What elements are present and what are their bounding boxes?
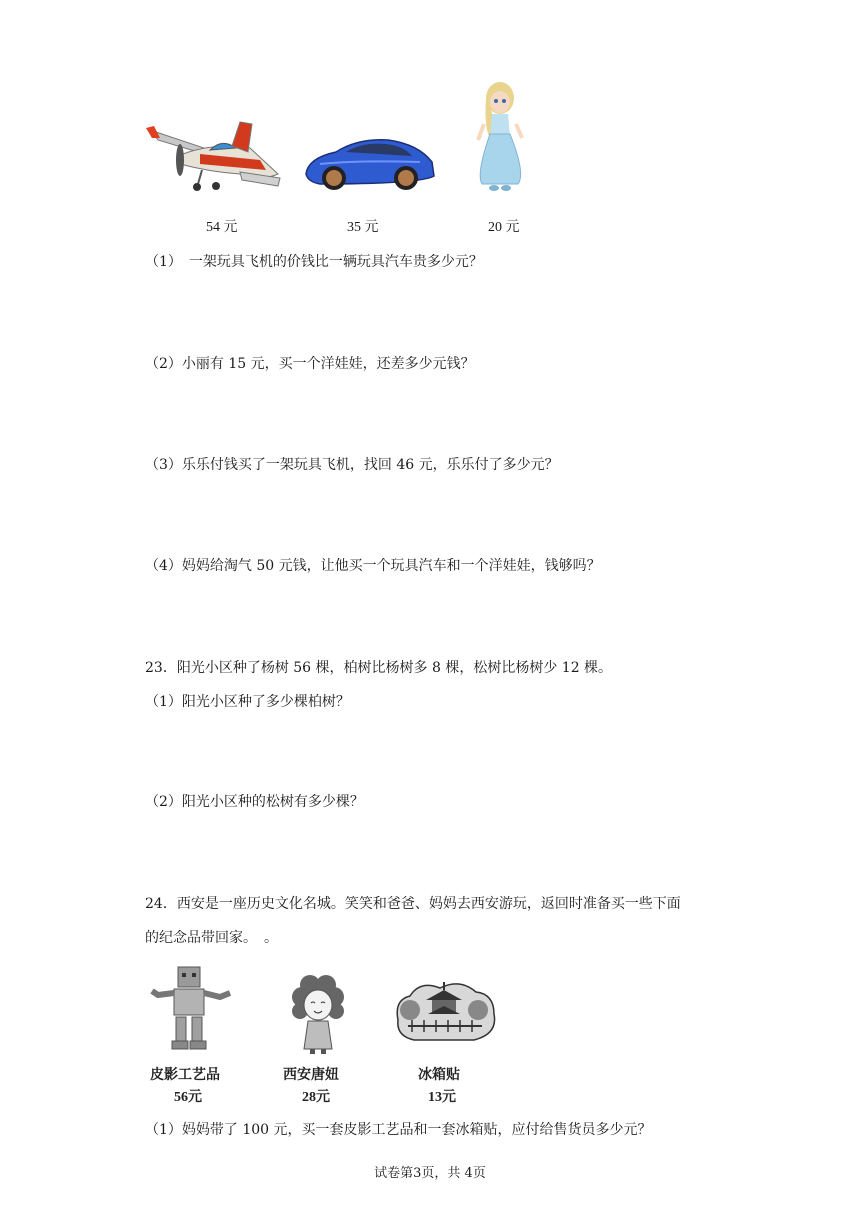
q23-sub2: （2）阳光小区种的松树有多少棵？ xyxy=(145,794,364,810)
car-price: 35 元 xyxy=(347,220,379,235)
doll-icon xyxy=(470,78,530,198)
souvenir-2-name: 西安唐妞 xyxy=(283,1067,339,1083)
q22-sub1: （1） 一架玩具飞机的价钱比一辆玩具汽车贵多少元？ xyxy=(145,254,483,270)
pagoda-magnet-icon xyxy=(390,970,500,1050)
page-footer: 试卷第3页，共 4页 xyxy=(374,1166,486,1181)
q23-sub1: （1）阳光小区种了多少棵柏树？ xyxy=(145,694,350,710)
souvenir-1-price: 56元 xyxy=(174,1090,202,1105)
curly-hair-girl-icon xyxy=(288,975,348,1055)
souvenir-3-price: 13元 xyxy=(428,1090,456,1105)
toy-airplane-icon xyxy=(140,112,285,197)
souvenir-2-price: 28元 xyxy=(302,1090,330,1105)
airplane-price: 54 元 xyxy=(206,220,238,235)
robot-figure-icon xyxy=(148,965,236,1055)
q24-stem-line1: 24．西安是一座历史文化名城。笑笑和爸爸、妈妈去西安游玩，返回时准备买一些下面 xyxy=(145,896,681,912)
souvenir-1-name: 皮影工艺品 xyxy=(150,1067,220,1083)
souvenir-3-name: 冰箱贴 xyxy=(418,1067,460,1083)
doll-price: 20 元 xyxy=(488,220,520,235)
q23-stem: 23．阳光小区种了杨树 56 棵，柏树比杨树多 8 棵，松树比杨树少 12 棵。 xyxy=(145,660,613,676)
q24-sub1: （1）妈妈带了 100 元，买一套皮影工艺品和一套冰箱贴，应付给售货员多少元？ xyxy=(145,1122,652,1138)
q22-sub2: （2）小丽有 15 元，买一个洋娃娃，还差多少元钱？ xyxy=(145,356,475,372)
q22-sub3: （3）乐乐付钱买了一架玩具飞机，找回 46 元，乐乐付了多少元？ xyxy=(145,457,559,473)
toy-car-icon xyxy=(300,132,440,197)
q24-stem-line2: 的纪念品带回家。 。 xyxy=(145,930,278,946)
q22-sub4: （4）妈妈给淘气 50 元钱，让他买一个玩具汽车和一个洋娃娃，钱够吗？ xyxy=(145,558,601,574)
